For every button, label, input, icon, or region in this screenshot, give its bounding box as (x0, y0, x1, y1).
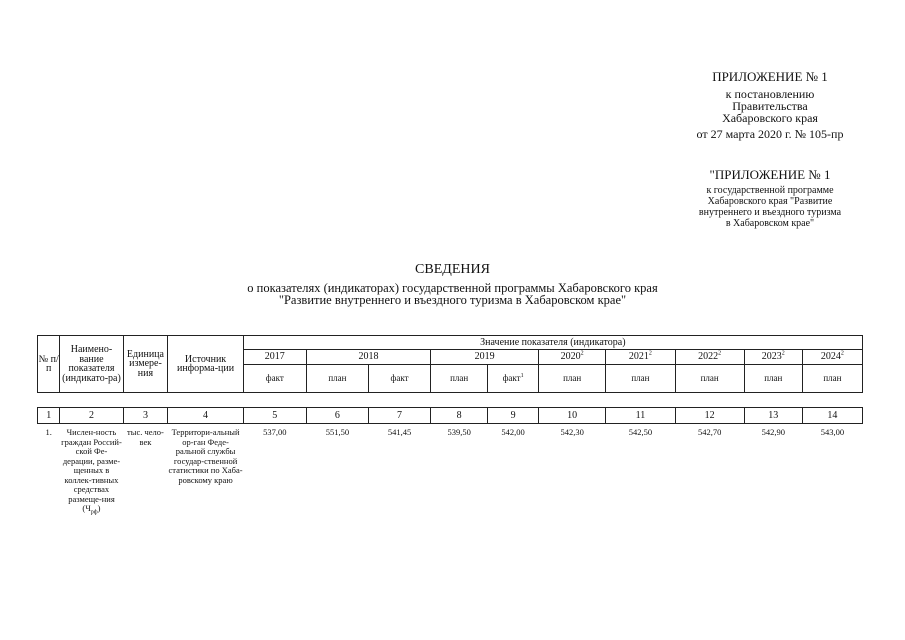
appendix-header (675, 70, 865, 140)
year-header: 2023$^2$ (744, 350, 802, 365)
program-appendix-line: в Хабаровском крае" (725, 218, 815, 229)
value-cell: 542,00 (501, 427, 525, 437)
program-appendix-header (675, 168, 865, 229)
year-header: 2022$^2$ (675, 350, 744, 365)
header-values: Значение показателя (индикатора) (243, 336, 862, 350)
type-header: план (802, 365, 862, 393)
row-number: 1. (45, 427, 52, 437)
type-header: план (539, 365, 606, 393)
value-cell: 542,70 (697, 427, 722, 437)
type-header: факт (243, 365, 306, 393)
type-header: план (606, 365, 675, 393)
header-name: Наимено-вание показателя (индикато-ра) (60, 336, 123, 393)
indicator-unit: тыс. чело-век (127, 427, 164, 447)
year-header: 2018 (306, 350, 430, 365)
column-number: 4 (168, 408, 243, 424)
value-cell: 542,90 (761, 427, 785, 437)
column-number: 2 (60, 408, 123, 424)
column-number: 13 (744, 408, 802, 424)
year-header: 2019 (431, 350, 539, 365)
table-row (38, 424, 863, 519)
value-cell: 543,00 (820, 427, 845, 437)
value-cell: 551,50 (325, 427, 350, 437)
program-appendix-title: "ПРИЛОЖЕНИЕ № 1 (709, 167, 831, 182)
appendix-line: Правительства (732, 99, 808, 113)
column-number: 10 (539, 408, 606, 424)
appendix-line: к постановлению (725, 87, 815, 101)
type-header: план (744, 365, 802, 393)
value-cell: 537,00 (263, 427, 287, 437)
year-header: 2024$^2$ (802, 350, 862, 365)
header-unit: Единица измере-ния (123, 336, 168, 393)
program-appendix-line: внутреннего и въездного туризма (698, 207, 842, 218)
appendix-title: ПРИЛОЖЕНИЕ № 1 (712, 69, 828, 84)
value-cell: 542,50 (628, 427, 653, 437)
type-header: план (431, 365, 488, 393)
type-header: факт (368, 365, 430, 393)
appendix-line: Хабаровского края (722, 111, 818, 125)
column-number: 14 (802, 408, 862, 424)
document-heading (0, 262, 905, 306)
document-subtitle: о показателях (индикаторах) государственной программы Хабаровского края (247, 281, 658, 295)
value-cell: 542,30 (560, 427, 584, 437)
header-source: Источник информа-ции (168, 336, 243, 393)
column-number: 5 (243, 408, 306, 424)
value-cell: 539,50 (447, 427, 471, 437)
column-number: 3 (123, 408, 168, 424)
year-header: 2017 (243, 350, 306, 365)
column-number: 11 (606, 408, 675, 424)
type-header: факт$^1$ (488, 365, 539, 393)
header-no: № п/п (38, 336, 60, 393)
value-cell: 541,45 (387, 427, 412, 437)
appendix-date: от 27 марта 2020 г. № 105-пр (696, 127, 844, 141)
document-title: СВЕДЕНИЯ (415, 262, 490, 277)
column-number: 7 (368, 408, 430, 424)
column-number: 8 (431, 408, 488, 424)
column-number: 6 (306, 408, 368, 424)
indicator-name: Числен-ность граждан Россий-ской Фе-дерации, разме-щенных в коллек-тивных средствах размеще-ния $(Ч_{рф})$ (61, 427, 122, 516)
indicator-source: Территори-альный ор-ган Феде-ральной службы государ-ственной статистики по Хаба-ровскому краю (168, 427, 243, 485)
program-appendix-line: к государственной программе (706, 185, 834, 196)
indicators-table (37, 335, 863, 518)
document-subtitle: "Развитие внутреннего и въездного туризма в Хабаровском крае" (278, 293, 627, 307)
type-header: план (675, 365, 744, 393)
year-header: 2020$^2$ (539, 350, 606, 365)
year-header: 2021$^2$ (606, 350, 675, 365)
column-number: 1 (38, 408, 60, 424)
column-number: 12 (675, 408, 744, 424)
program-appendix-line: Хабаровского края "Развитие (707, 196, 833, 207)
column-number: 9 (488, 408, 539, 424)
type-header: план (306, 365, 368, 393)
